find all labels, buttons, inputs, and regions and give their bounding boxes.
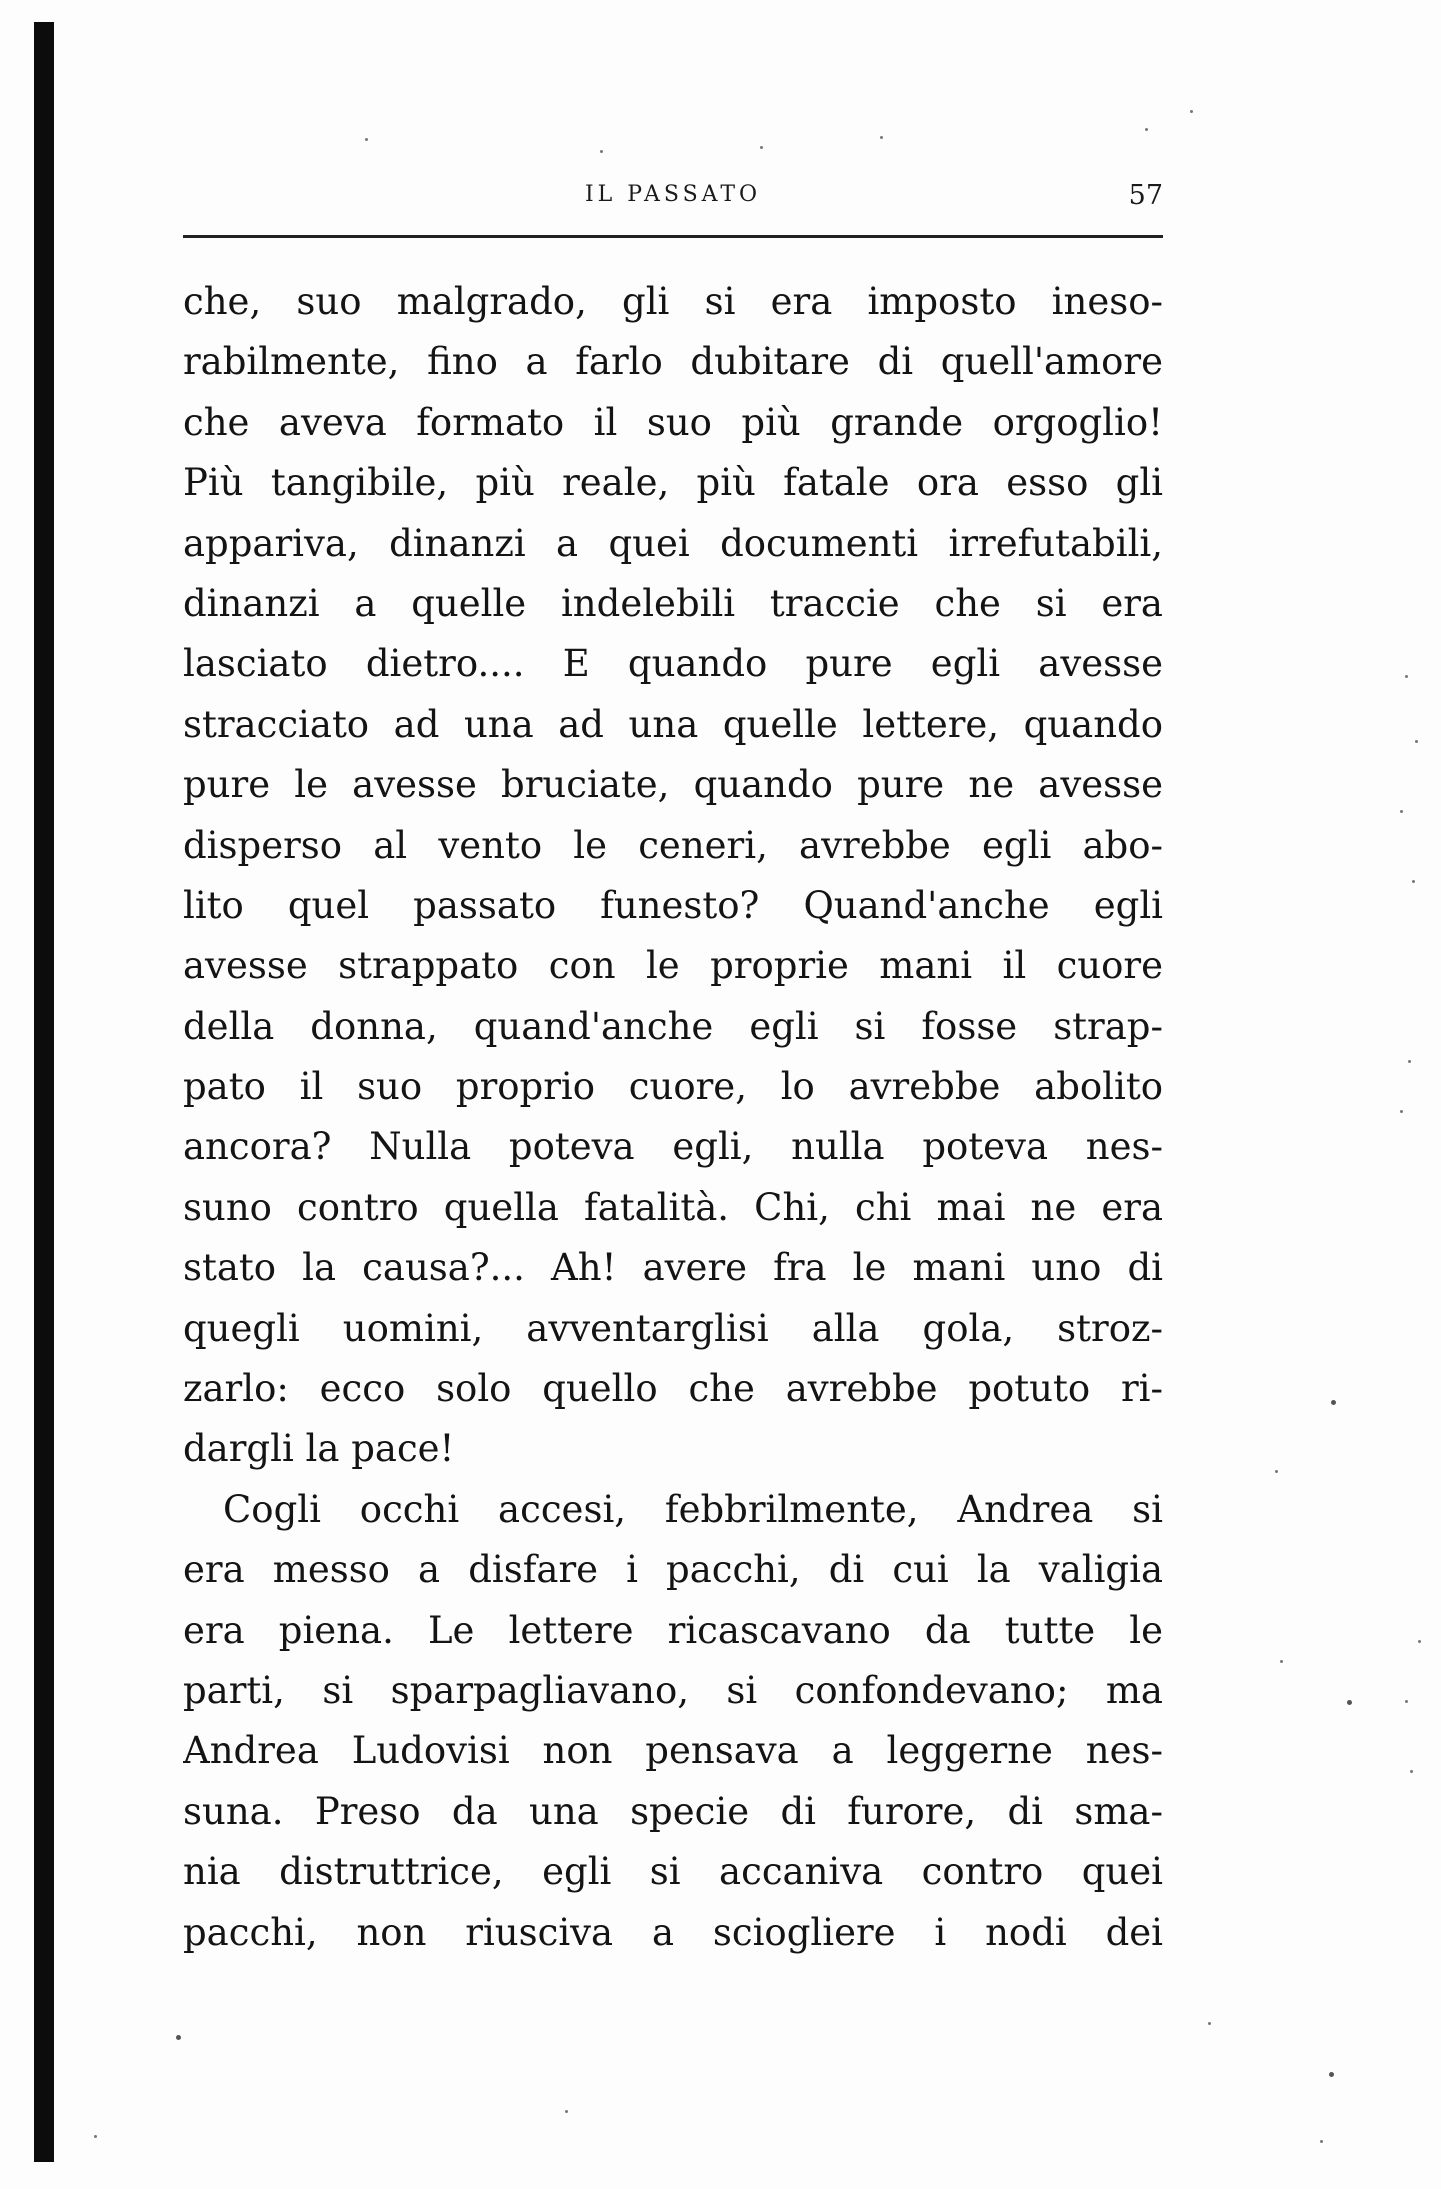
scan-speck: [1280, 1660, 1283, 1663]
scan-binding-edge: [34, 22, 54, 2162]
text-line: ancora? Nulla poteva egli, nulla poteva nes-: [183, 1125, 1163, 1169]
running-head-title: IL PASSATO: [584, 182, 762, 207]
text-line: nia distruttrice, egli si accaniva contro quei: [183, 1850, 1163, 1894]
text-line: appariva, dinanzi a quei documenti irrefutabili,: [183, 521, 1163, 565]
scan-speck: [1412, 880, 1415, 883]
scan-speck: [1331, 1400, 1336, 1405]
scan-speck: [1145, 128, 1148, 131]
text-line: rabilmente, fino a farlo dubitare di quell'amore: [183, 340, 1163, 384]
text-line: parti, si sparpagliavano, si confondevano; ma: [183, 1668, 1163, 1712]
scan-speck: [1320, 2140, 1323, 2143]
scan-speck: [1405, 675, 1408, 678]
scan-speck: [365, 138, 368, 141]
scan-speck: [760, 146, 763, 149]
text-line: che, suo malgrado, gli si era imposto ineso-: [183, 280, 1163, 323]
scan-speck: [1410, 1770, 1413, 1773]
text-line: pato il suo proprio cuore, lo avrebbe abolito: [183, 1065, 1163, 1109]
scan-speck: [1347, 1700, 1352, 1705]
scan-speck: [1405, 1700, 1408, 1703]
scan-speck: [1329, 2072, 1334, 2077]
text-line: era piena. Le lettere ricascavano da tutte le: [183, 1608, 1163, 1652]
scan-speck: [600, 150, 603, 153]
text-line: pacchi, non riusciva a sciogliere i nodi dei: [183, 1910, 1163, 1954]
text-line: Più tangibile, più reale, più fatale ora esso gli: [183, 461, 1163, 505]
text-line: avesse strappato con le proprie mani il cuore: [183, 944, 1163, 988]
text-line: era messo a disfare i pacchi, di cui la valigia: [183, 1548, 1163, 1592]
text-line: dargli la pace!: [183, 1427, 455, 1471]
text-line: dinanzi a quelle indelebili traccie che si era: [183, 581, 1163, 625]
text-line: lito quel passato funesto? Quand'anche egli: [183, 883, 1163, 927]
text-line: stracciato ad una ad una quelle lettere, quando: [183, 702, 1163, 746]
text-line: Cogli occhi accesi, febbrilmente, Andrea si: [223, 1487, 1163, 1531]
text-line: disperso al vento le ceneri, avrebbe egli abo-: [183, 823, 1163, 867]
scan-speck: [1190, 110, 1193, 113]
text-line: zarlo: ecco solo quello che avrebbe potuto ri-: [183, 1367, 1163, 1411]
scan-speck: [1400, 810, 1403, 813]
text-line: Andrea Ludovisi non pensava a leggerne nes-: [183, 1729, 1163, 1773]
text-line: lasciato dietro.... E quando pure egli avesse: [183, 642, 1163, 686]
page-number: 57: [1128, 180, 1163, 211]
text-line: quegli uomini, avventarglisi alla gola, stroz-: [183, 1306, 1163, 1350]
scan-speck: [880, 136, 883, 139]
text-line: della donna, quand'anche egli si fosse strap-: [183, 1004, 1163, 1048]
scan-speck: [1208, 2022, 1211, 2025]
scan-speck: [1408, 1060, 1411, 1063]
paragraph-1: [183, 272, 1163, 1480]
running-head: [183, 170, 1163, 220]
header-rule: [183, 235, 1163, 238]
text-line: suna. Preso da una specie di furore, di sma-: [183, 1789, 1163, 1833]
scan-speck: [1275, 1470, 1278, 1473]
scan-speck: [565, 2110, 568, 2113]
scan-speck: [176, 2035, 181, 2040]
paragraph-2: [183, 1480, 1163, 1963]
text-line: pure le avesse bruciate, quando pure ne avesse: [183, 763, 1163, 807]
scan-speck: [1418, 1640, 1421, 1643]
body-text: [183, 272, 1163, 1963]
scan-speck: [1400, 1110, 1403, 1113]
scan-speck: [94, 2135, 97, 2138]
text-line: suno contro quella fatalità. Chi, chi mai ne era: [183, 1185, 1163, 1229]
scan-speck: [1415, 740, 1418, 743]
text-line: che aveva formato il suo più grande orgoglio!: [183, 400, 1163, 444]
text-line: stato la causa?... Ah! avere fra le mani uno di: [183, 1246, 1163, 1290]
